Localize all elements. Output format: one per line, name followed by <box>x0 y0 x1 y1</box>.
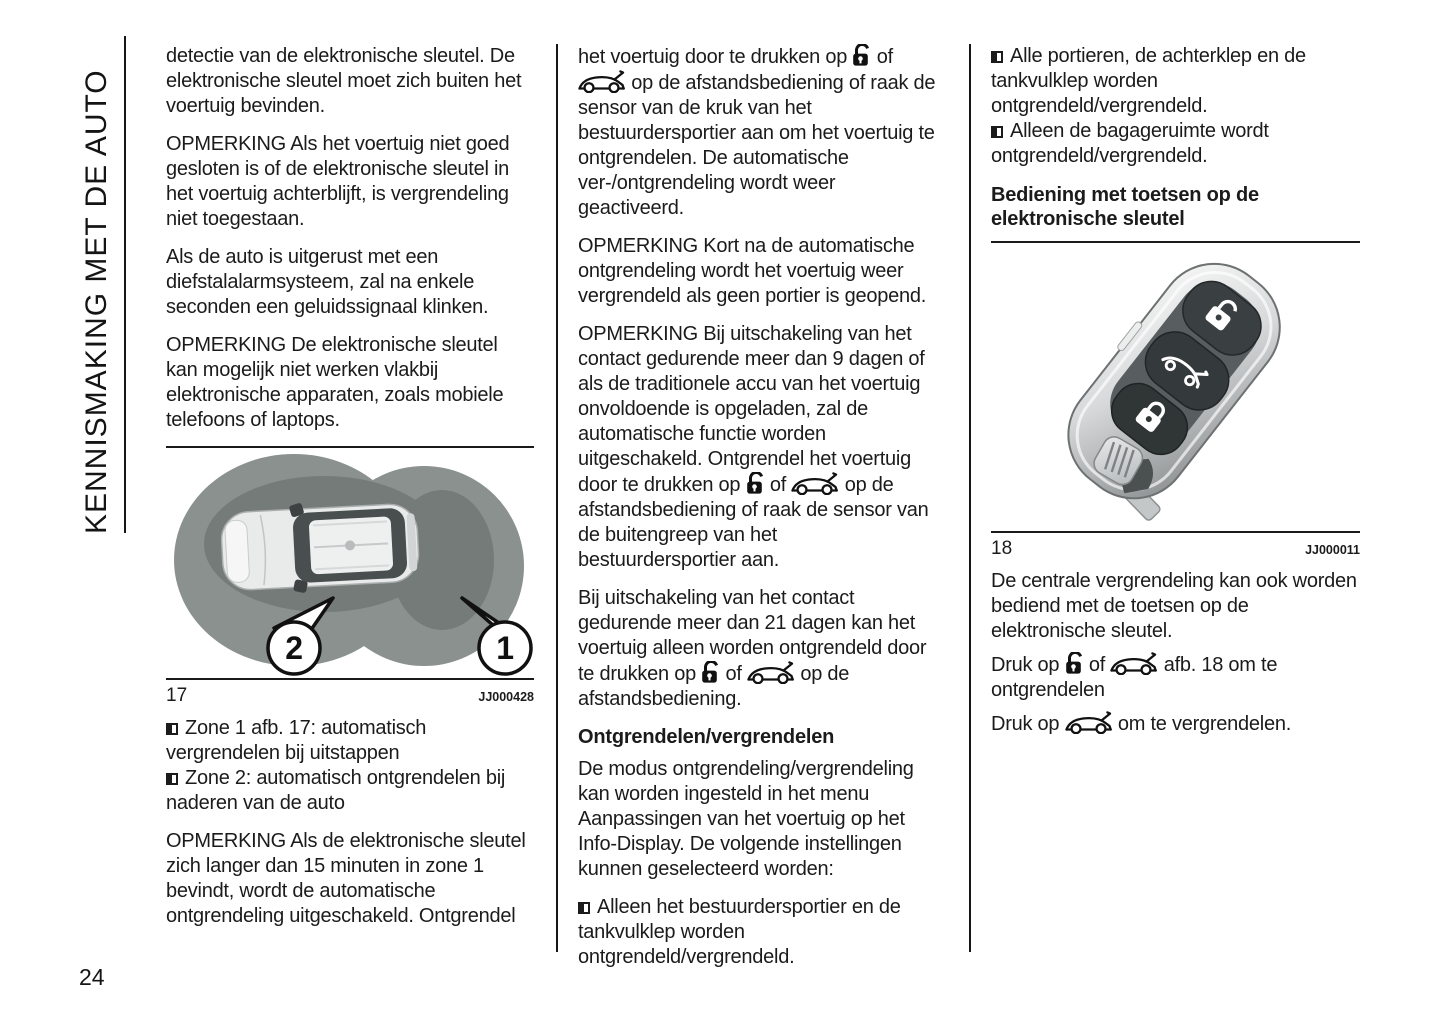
column-1 <box>166 44 534 942</box>
text-segment: afb. 18 om te ontgrendelen <box>991 654 1278 701</box>
car-deadlock-icon <box>578 70 626 93</box>
car-deadlock-icon <box>791 472 839 495</box>
paragraph <box>991 652 1360 703</box>
list-item-text: Alle portieren, de achterklep en de tankvulklep worden ontgrendeld/vergrendeld. <box>991 45 1306 117</box>
note-paragraph <box>578 322 938 573</box>
paragraph <box>991 711 1360 737</box>
figure-code: JJ000011 <box>1305 543 1360 557</box>
chapter-title-divider <box>124 36 126 533</box>
figure-number: 18 <box>991 538 1013 559</box>
paragraph: Als de auto is uitgerust met een diefstalalarmsysteem, zal na enkele seconden een geluidssignaal klinken. <box>166 246 489 318</box>
figure-code: JJ000428 <box>478 690 534 704</box>
car-deadlock-icon <box>1065 711 1113 734</box>
square-bullet-icon <box>166 773 178 785</box>
text-segment: of <box>871 46 893 68</box>
square-bullet-icon <box>166 723 178 735</box>
chapter-title-vertical: KENNISMAKING MET DE AUTO <box>80 69 113 534</box>
column-divider <box>556 44 558 952</box>
car-top-view <box>220 496 420 597</box>
paragraph: detectie van de elektronische sleutel. De elektronische sleutel moet zich buiten het voertuig bevinden. <box>166 45 522 117</box>
list-item <box>166 766 534 816</box>
text-segment: op de afstandsbediening of raak de sensor van de buitengreep van het bestuurdersportier aan. <box>578 474 929 571</box>
padlock-open-icon <box>701 661 720 684</box>
text-segment: Druk op <box>991 654 1065 676</box>
list-item-text: Alleen de bagageruimte wordt ontgrendeld/vergrendeld. <box>991 120 1269 167</box>
square-bullet-icon <box>991 126 1003 138</box>
figure-bottom-rule <box>991 531 1360 533</box>
list-item-text: Alleen het bestuurdersportier en de tankvulklep worden ontgrendeld/vergrendeld. <box>578 896 901 968</box>
paragraph: De modus ontgrendeling/vergrendeling kan worden ingesteld in het menu Aanpassingen van het voertuig op het Info-Display. De volgende instellingen kunnen geselecteerd worden: <box>578 758 914 880</box>
note-paragraph: OPMERKING Als de elektronische sleutel zich langer dan 15 minuten in zone 1 bevindt, wordt de automatische ontgrendeling uitgeschakeld. Ontgrendel <box>166 830 526 927</box>
figure-caption <box>166 683 534 710</box>
text-segment: op de afstandsbediening. <box>578 663 850 710</box>
car-deadlock-icon <box>1110 652 1158 675</box>
note-paragraph: OPMERKING De elektronische sleutel kan mogelijk niet werken vlakbij elektronische apparaten, zoals mobiele telefoons of laptops. <box>166 334 504 431</box>
car-deadlock-icon <box>747 661 795 684</box>
text-segment: of <box>720 663 748 685</box>
text-segment: het voertuig door te drukken op <box>578 46 853 68</box>
figure-caption <box>991 536 1360 563</box>
paragraph <box>578 586 938 712</box>
list-item <box>991 44 1360 119</box>
svg-text:2: 2 <box>285 630 303 666</box>
paragraph: De centrale vergrendeling kan ook worden bediend met de toetsen op de elektronische sleutel. <box>991 570 1357 642</box>
square-bullet-icon <box>578 902 590 914</box>
page-number: 24 <box>79 964 105 990</box>
figure-18 <box>991 241 1360 563</box>
figure-number: 17 <box>166 685 188 706</box>
list-item <box>166 716 534 766</box>
column-3 <box>991 44 1360 750</box>
text-segment: Bij uitschakeling van het contact gedurende meer dan 21 dagen kan het voertuig alleen worden ontgrendeld door te drukken op <box>578 587 927 685</box>
figure-18-image <box>991 243 1360 531</box>
svg-text:1: 1 <box>496 630 514 666</box>
list-item-text: Zone 2: automatisch ontgrendelen bij naderen van de auto <box>166 767 506 814</box>
list-item-text: Zone 1 afb. 17: automatisch vergrendelen bij uitstappen <box>166 717 427 764</box>
column-2 <box>578 44 938 970</box>
figure-bottom-rule <box>166 678 534 680</box>
padlock-open-icon <box>1065 652 1084 675</box>
text-segment: op de afstandsbediening of raak de sensor van de kruk van het bestuurdersportier aan om het voertuig te ontgrendelen. De automatische ver-/ontgrendeling wordt weer geactiveerd. <box>578 72 936 219</box>
note-paragraph: OPMERKING Als het voertuig niet goed gesloten is of de elektronische sleutel in het voertuig achterblijft, is vergrendeling niet toegestaan. <box>166 133 510 230</box>
section-heading: Ontgrendelen/vergrendelen <box>578 726 835 748</box>
text-segment: of <box>1083 654 1111 676</box>
paragraph <box>578 44 938 221</box>
list-item <box>578 895 938 970</box>
text-segment: Druk op <box>991 713 1065 735</box>
figure-17-image <box>166 448 534 678</box>
text-segment: of <box>764 474 792 496</box>
key-fob <box>1043 243 1308 525</box>
text-segment: om te vergrendelen. <box>1112 713 1292 735</box>
padlock-open-icon <box>852 44 871 67</box>
square-bullet-icon <box>991 51 1003 63</box>
text-segment: OPMERKING Bij uitschakeling van het contact gedurende meer dan 9 dagen of als de traditionele accu van het voertuig onvoldoende is opgeladen, zal de automatische functie worden uitgeschakeld. Ontgrendel het voertuig door te drukken op <box>578 323 925 496</box>
column-divider <box>969 44 971 952</box>
note-paragraph: OPMERKING Kort na de automatische ontgrendeling wordt het voertuig weer vergrendeld als geen portier is geopend. <box>578 235 927 307</box>
figure-17 <box>166 446 534 710</box>
section-heading: Bediening met toetsen op de elektronische sleutel <box>991 184 1259 230</box>
list-item <box>991 119 1360 169</box>
padlock-open-icon <box>746 472 765 495</box>
